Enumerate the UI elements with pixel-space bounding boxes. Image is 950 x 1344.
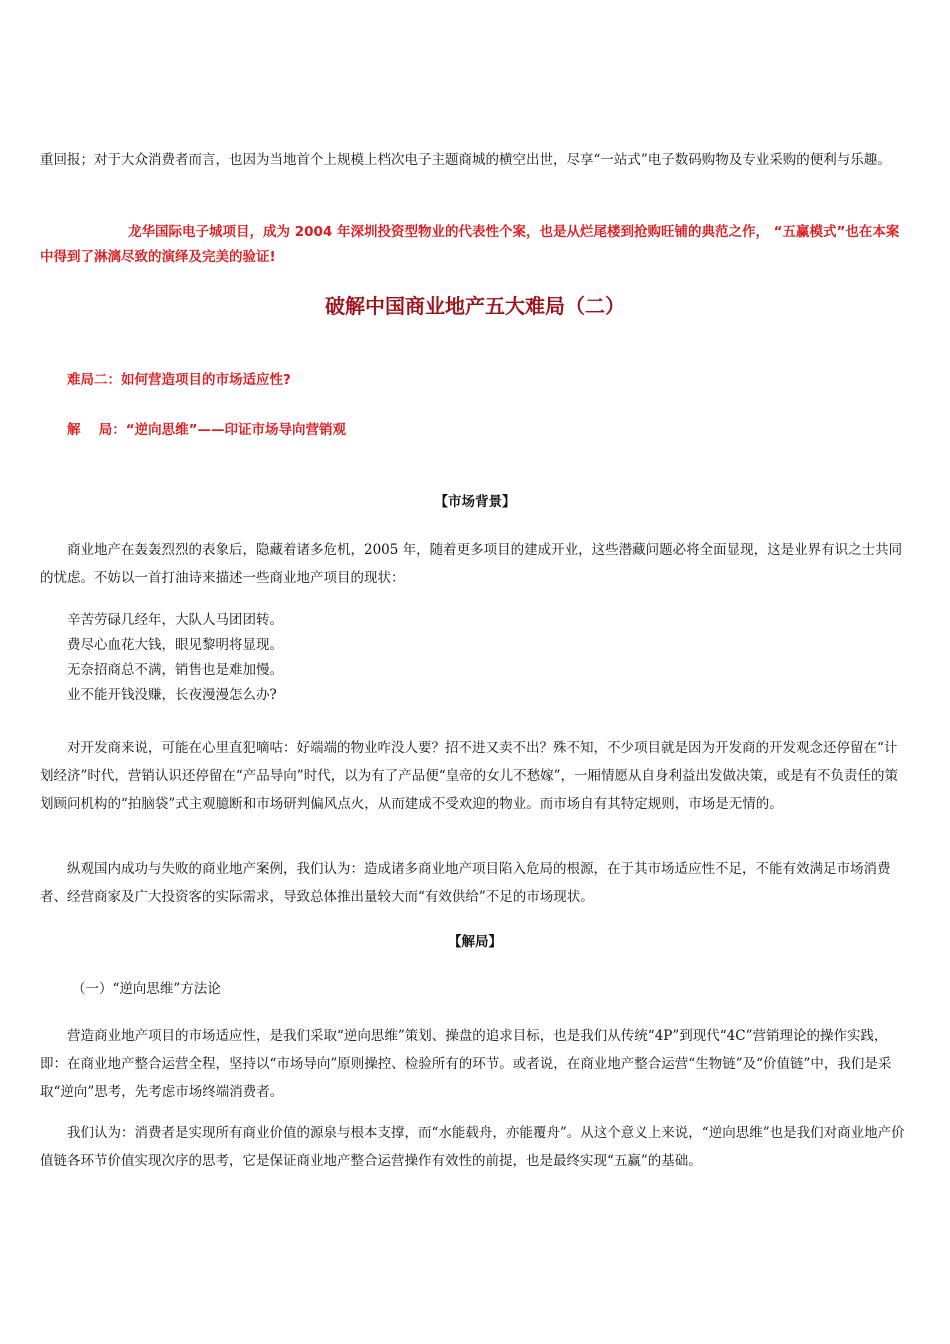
solution-heading: 解 局：“逆向思维”——印证市场导向营销观 <box>67 422 346 438</box>
subheading-method: （一）“逆向思维”方法论 <box>72 981 221 997</box>
highlight-paragraph: 龙华国际电子城项目，成为 2004 年深圳投资型物业的代表性个案，也是从烂尾楼到抢购旺铺的典范之作， “五赢模式”也在本案中得到了淋漓尽致的演绎及完美的验证! <box>40 224 900 265</box>
poem-line: 业不能开钱没赚，长夜漫漫怎么办? <box>67 687 277 703</box>
solution-paragraph-1: 营造商业地产项目的市场适应性，是我们采取“逆向思维”策划、操盘的追求目标，也是我们从传统“4P”到现代“4C”营销理论的操作实践，即：在商业地产整合运营全程，坚持以“市场导向”原则操控、检验所有的环节。或者说，在商业地产整合运营“生物链”及“价值链”中，我们是采取“逆向”思考，先考虑市场终端消费者。 <box>40 1028 892 1100</box>
market-paragraph-3: 纵观国内成功与失败的商业地产案例，我们认为：造成诸多商业地产项目陷入危局的根源，在于其市场适应性不足，不能有效满足市场消费者、经营商家及广大投资客的实际需求，导致总体推出量较大而“有效供给”不足的市场现状。 <box>40 861 891 905</box>
section-heading-solution: 【解局】 <box>448 934 502 950</box>
poem-line: 无奈招商总不满，销售也是难加慢。 <box>67 662 283 678</box>
section-heading-market: 【市场背景】 <box>434 494 516 510</box>
poem-line: 费尽心血花大钱，眼见黎明将显现。 <box>67 637 283 653</box>
article-title: 破解中国商业地产五大难局（二） <box>325 294 625 318</box>
solution-paragraph-2: 我们认为：消费者是实现所有商业价值的源泉与根本支撑，而“水能载舟，亦能覆舟”。从这个意义上来说，“逆向思维”也是我们对商业地产价值链各环节价值实现次序的思考，它是保证商业地产整合运营操作有效性的前提，也是最终实现“五赢”的基础。 <box>40 1125 905 1169</box>
poem-line: 辛苦劳碌几经年，大队人马团团转。 <box>67 612 283 628</box>
intro-paragraph: 重回报；对于大众消费者而言，也因为当地首个上规模上档次电子主题商城的横空出世，尽享“一站式”电子数码购物及专业采购的便利与乐趣。 <box>40 152 891 168</box>
problem-heading: 难局二：如何营造项目的市场适应性? <box>67 372 291 388</box>
market-paragraph-1: 商业地产在轰轰烈烈的表象后，隐藏着诸多危机，2005 年，随着更多项目的建成开业，这些潜藏问题必将全面显现，这是业界有识之士共同的忧虑。不妨以一首打油诗来描述一些商业地产项目的现状： <box>40 542 903 586</box>
poem <box>67 608 907 708</box>
market-paragraph-2: 对开发商来说，可能在心里直犯嘀咕：好端端的物业咋没人要？招不进又卖不出？殊不知，不少项目就是因为开发商的开发观念还停留在“计划经济”时代，营销认识还停留在“产品导向”时代，以为有了产品便“皇帝的女儿不愁嫁”，一厢情愿从自身利益出发做决策，或是有不负责任的策划顾问机构的“拍脑袋”式主观臆断和市场研判偏风点火，从而建成不受欢迎的物业。而市场自有其特定规则，市场是无情的。 <box>40 740 899 812</box>
